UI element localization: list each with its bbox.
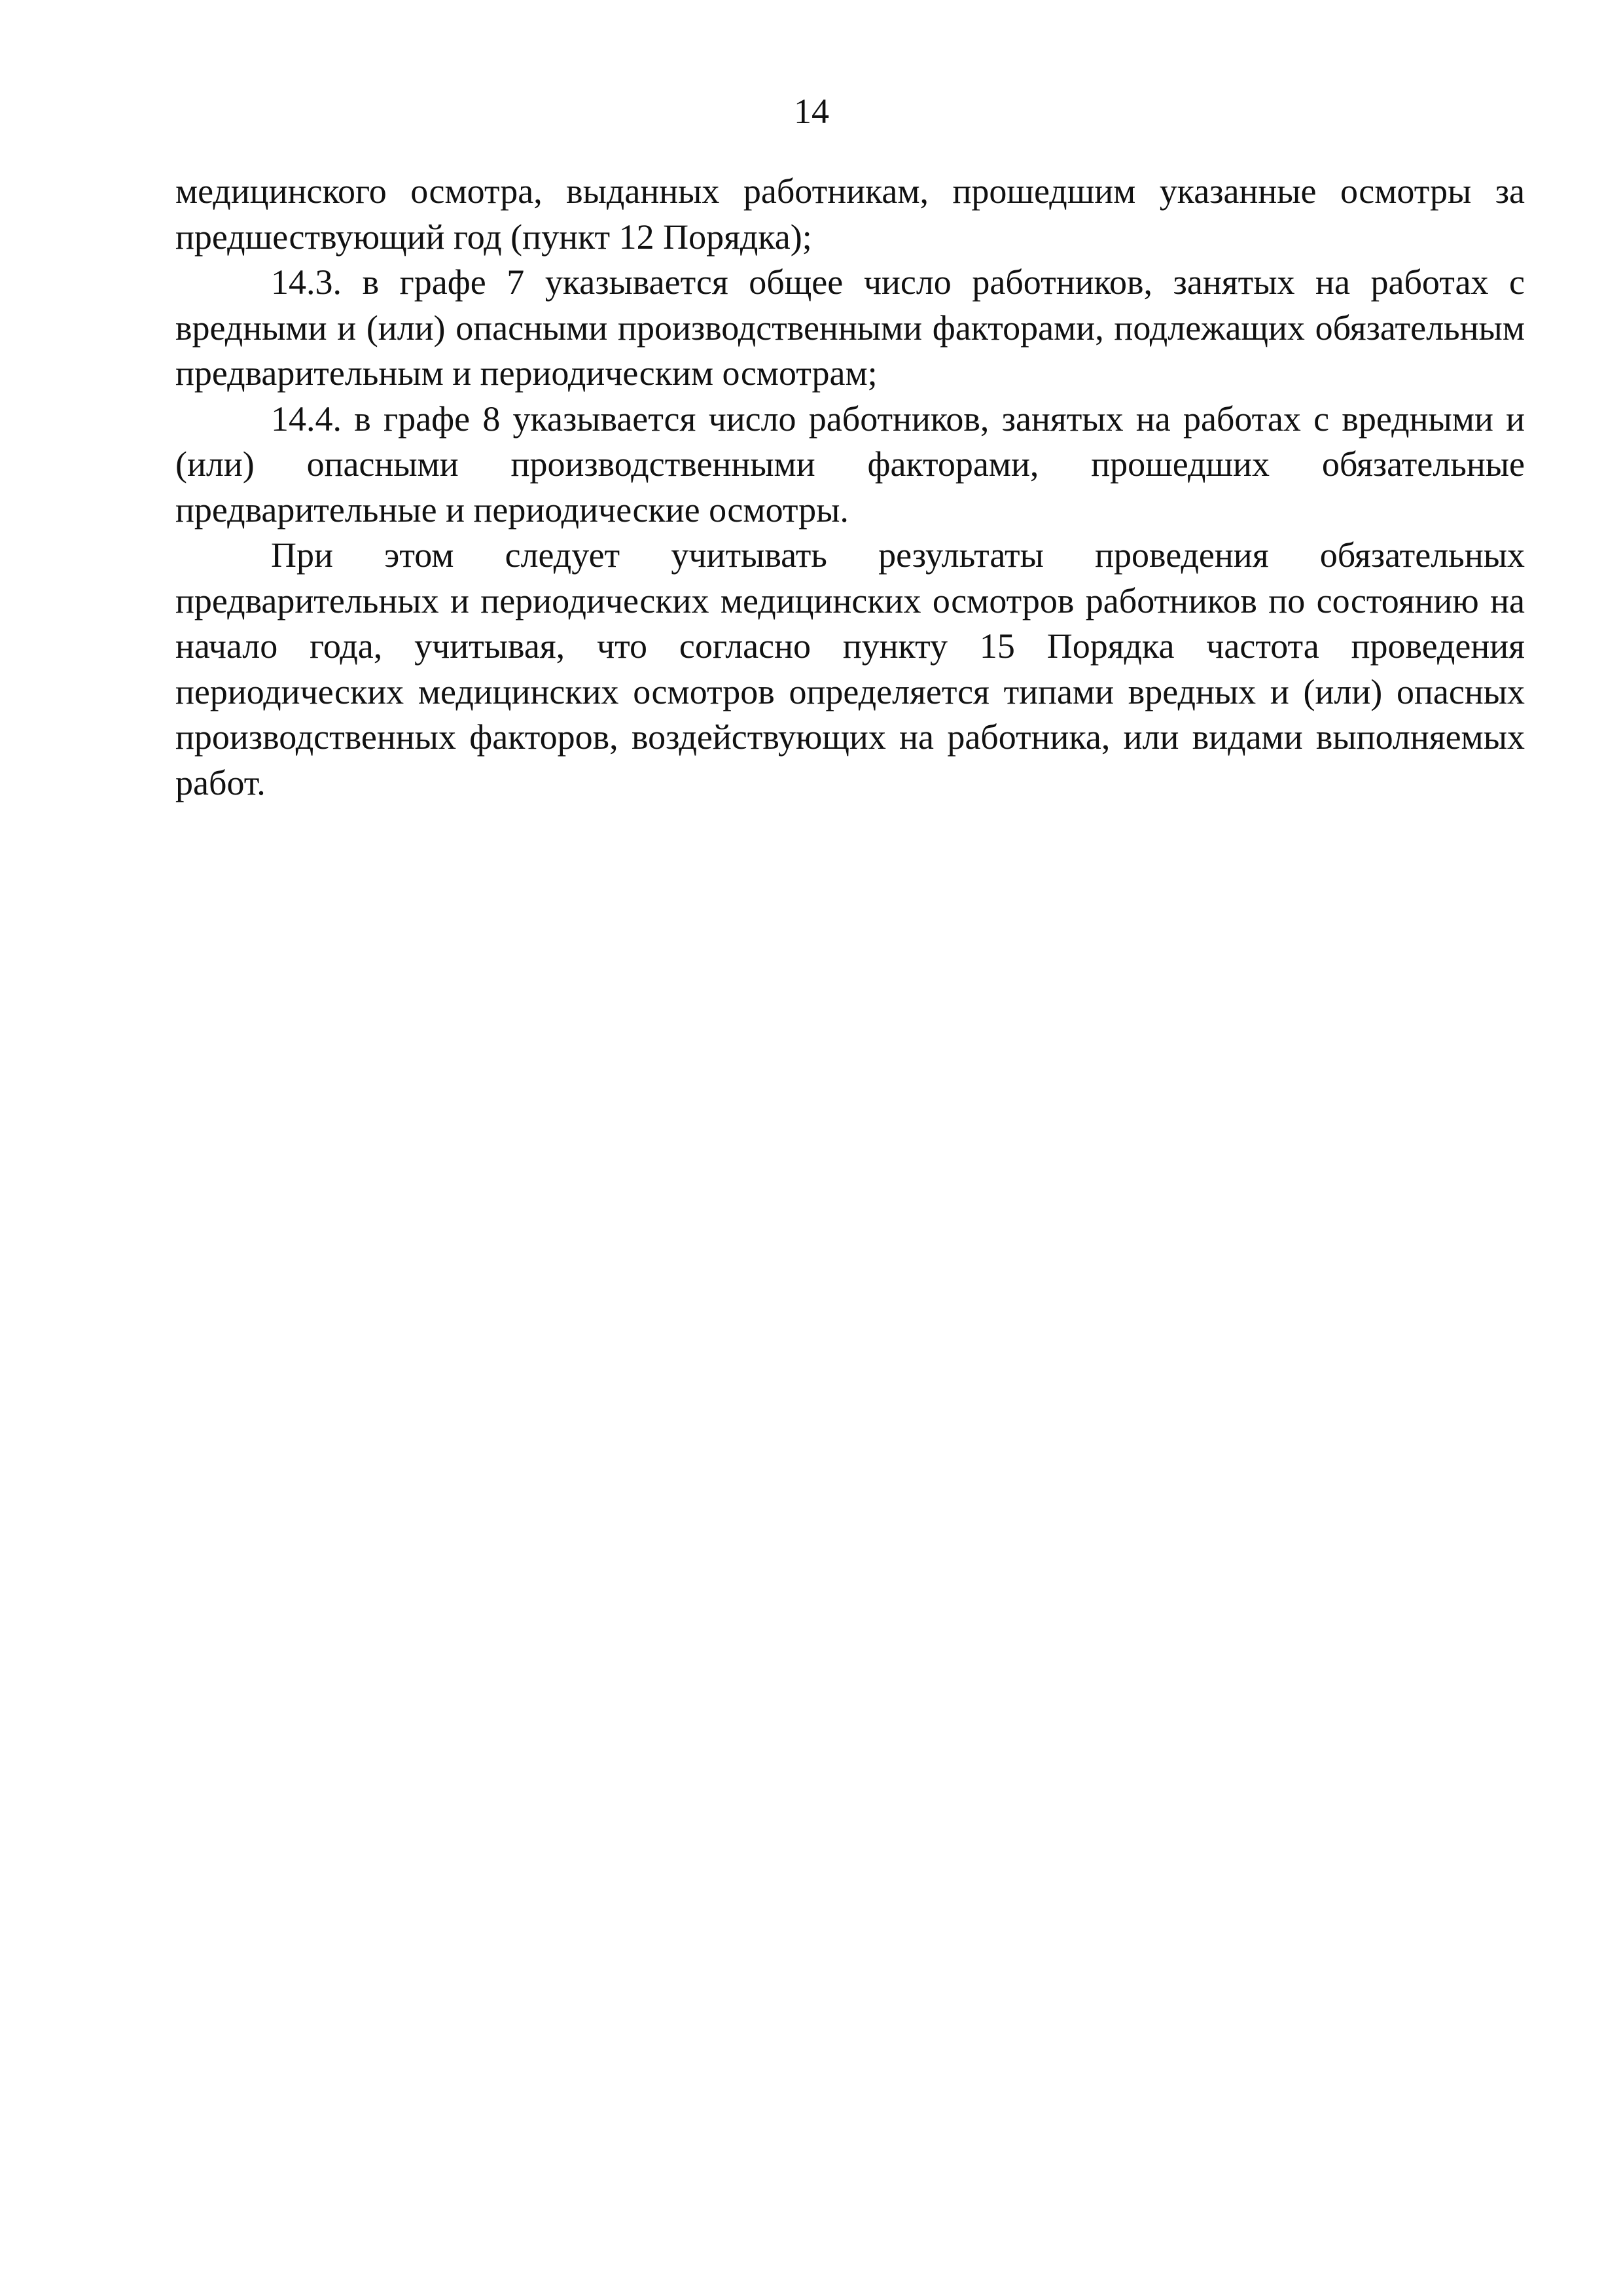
document-body: [175, 169, 1525, 806]
page-number: 14: [794, 92, 829, 131]
paragraph-note: При этом следует учитывать результаты проведения обязательных предварительных и периодических медицинских осмотров работников по состоянию на начало года, учитывая, что согласно пункту 15 Порядка частота проведения периодических медицинских осмотров определяется типами вредных и (или) опасных производственных факторов, воздействующих на работника, или видами выполняемых работ.: [175, 535, 1525, 802]
paragraph-14-3: 14.3. в графе 7 указывается общее число работников, занятых на работах с вредными и (или) опасными производственными факторами, подлежащих обязательным предварительным и периодическим осмотрам;: [175, 262, 1525, 393]
paragraph-14-4: 14.4. в графе 8 указывается число работников, занятых на работах с вредными и (или) опасными производственными факторами, прошедших обязательные предварительные и периодические осмотры.: [175, 399, 1525, 529]
paragraph-continuation: медицинского осмотра, выданных работникам, прошедшим указанные осмотры за предшествующий год (пункт 12 Порядка);: [175, 171, 1525, 257]
